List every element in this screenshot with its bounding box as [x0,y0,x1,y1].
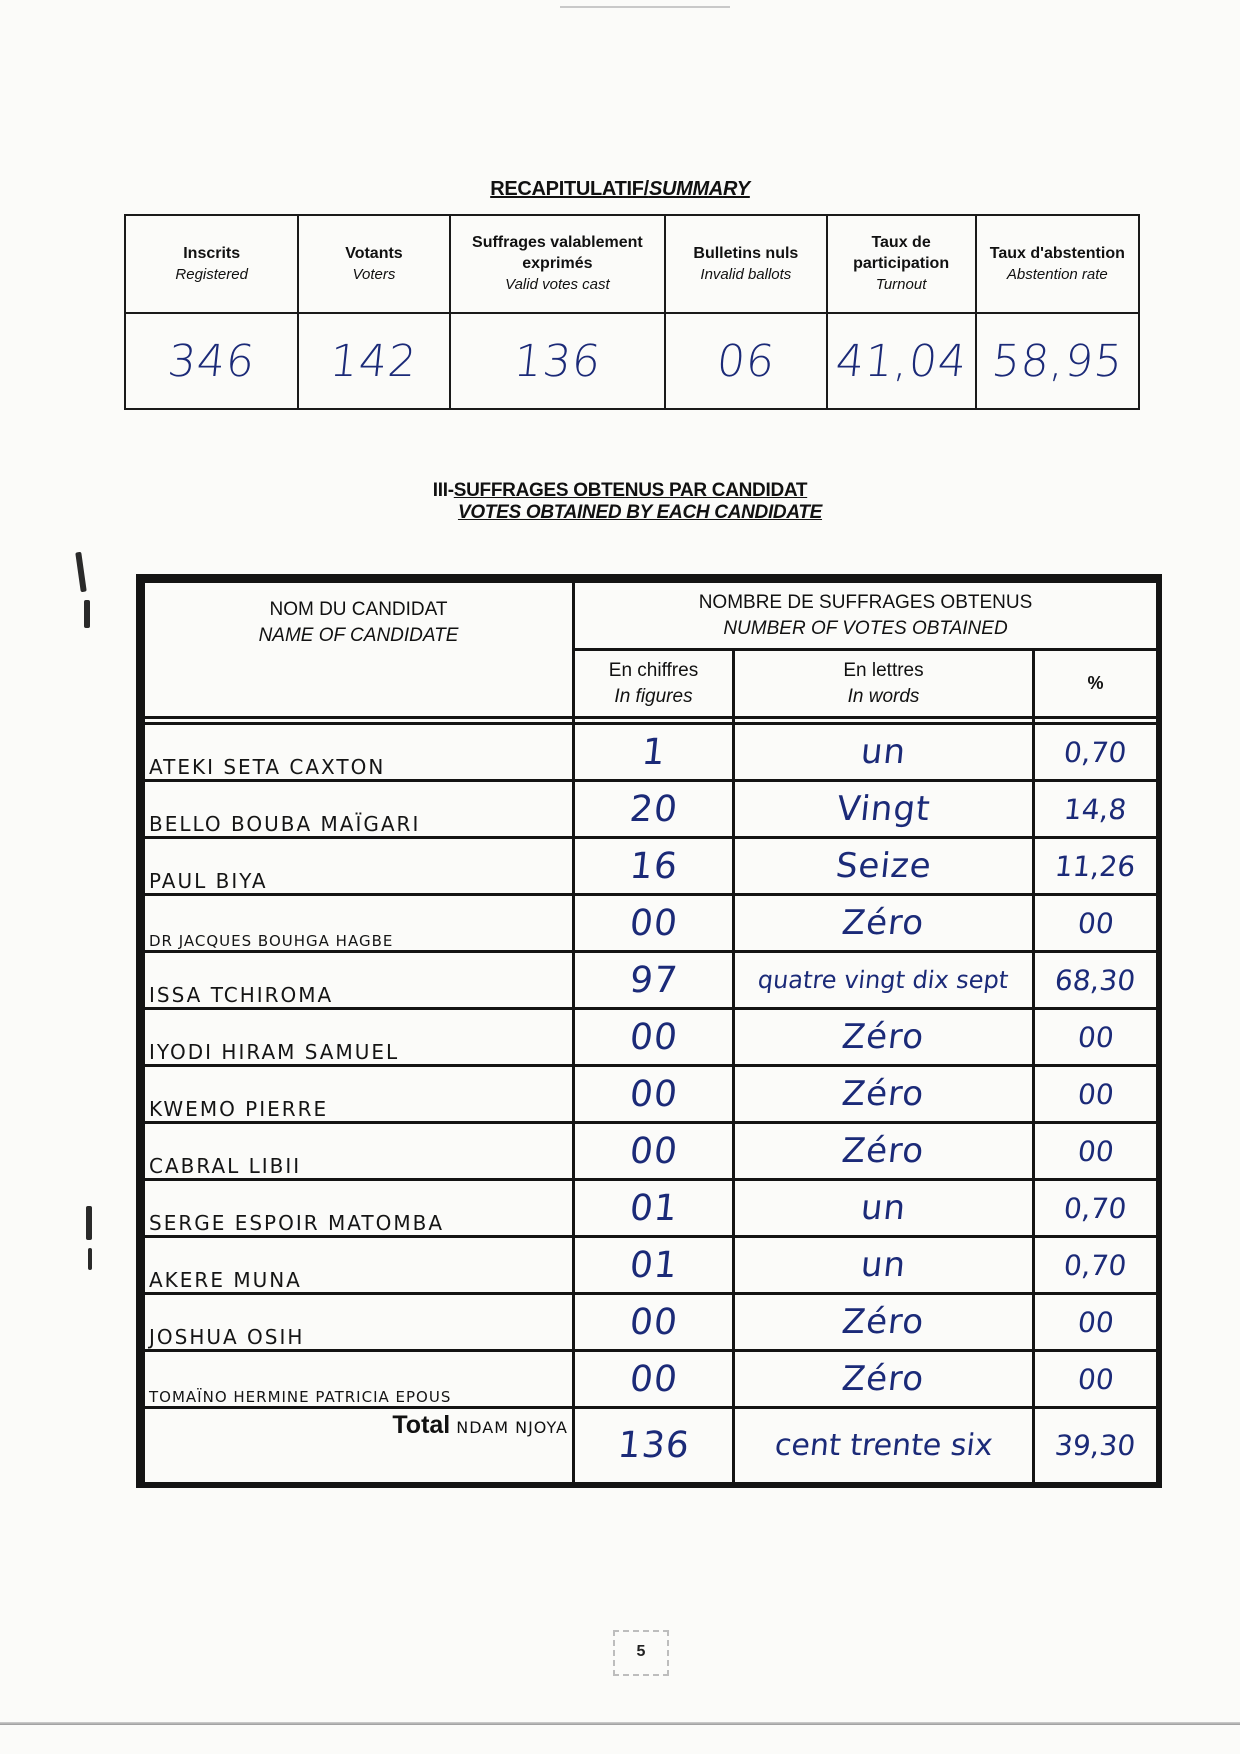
header-percent: % [1034,650,1158,718]
summary-title [0,178,1240,201]
summary-header-turnout: Taux de participation Turnout [827,215,976,313]
votes-percent: 68,30 [1034,952,1158,1009]
table-row [144,1294,1158,1351]
table-row [144,952,1158,1009]
votes-percent: 14,8 [1034,781,1158,838]
header-candidate-name: NOM DU CANDIDAT NAME OF CANDIDATE [144,582,574,718]
votes-percent: 00 [1034,1123,1158,1180]
total-percent: 39,30 [1034,1408,1158,1484]
summary-header-invalid-ballots: Bulletins nuls Invalid ballots [665,215,826,313]
summary-header-registered: Inscrits Registered [125,215,298,313]
votes-figures: 16 [574,838,734,895]
candidates-table [142,580,1159,1485]
total-label-cell [144,1408,574,1484]
table-row [144,1066,1158,1123]
summary-header-valid-votes: Suffrages valablement exprimés Valid votes cast [450,215,666,313]
summary-header-row [125,215,1139,313]
candidate-name: DR JACQUES BOUHGA HAGBE [144,895,574,952]
section-title-fr: SUFFRAGES OBTENUS PAR CANDIDAT [453,480,808,501]
votes-figures: 00 [574,1294,734,1351]
summary-title-fr: RECAPITULATIF/ [490,178,649,200]
votes-figures: 00 [574,895,734,952]
table-row [144,1123,1158,1180]
table-row [144,724,1158,781]
votes-percent: 0,70 [1034,724,1158,781]
candidate-name: ATEKI SETA CAXTON [144,724,574,781]
candidate-name: BELLO BOUBA MAÏGARI [144,781,574,838]
votes-figures: 1 [574,724,734,781]
section-title-en: VOTES OBTAINED BY EACH CANDIDATE [457,502,823,523]
votes-percent: 0,70 [1034,1180,1158,1237]
section-prefix: III- [432,480,454,501]
votes-words: Vingt [734,781,1034,838]
summary-invalid-ballots-value: 06 [665,313,826,409]
summary-header-voters: Votants Voters [298,215,449,313]
summary-registered-value: 346 [125,313,298,409]
table-row [144,781,1158,838]
total-row [144,1408,1158,1484]
summary-title-en: SUMMARY [648,178,750,200]
votes-figures: 00 [574,1123,734,1180]
votes-figures: 00 [574,1066,734,1123]
candidate-name: JOSHUA OSIH [144,1294,574,1351]
votes-words: Seize [734,838,1034,895]
total-label: Total [392,1411,451,1439]
candidate-name: SERGE ESPOIR MATOMBA [144,1180,574,1237]
votes-figures: 00 [574,1351,734,1408]
table-row [144,1009,1158,1066]
table-row [144,1180,1158,1237]
candidate-name: AKERE MUNA [144,1237,574,1294]
votes-percent: 00 [1034,895,1158,952]
votes-words: Zéro [734,1066,1034,1123]
votes-figures: 20 [574,781,734,838]
name-continuation: NDAM NJOYA [456,1418,568,1437]
header-votes-obtained: NOMBRE DE SUFFRAGES OBTENUS NUMBER OF VOTES OBTAINED [574,582,1158,650]
header-in-figures: En chiffres In figures [574,650,734,718]
votes-words: Zéro [734,1351,1034,1408]
votes-words: Zéro [734,895,1034,952]
votes-words: quatre vingt dix sept [734,952,1034,1009]
candidate-name: IYODI HIRAM SAMUEL [144,1009,574,1066]
votes-words: Zéro [734,1123,1034,1180]
binding-mark [88,1248,92,1270]
votes-percent: 11,26 [1034,838,1158,895]
votes-percent: 00 [1034,1066,1158,1123]
binding-mark [84,600,90,628]
summary-voters-value: 142 [298,313,449,409]
candidates-table-frame [136,574,1162,1488]
votes-words: Zéro [734,1009,1034,1066]
votes-words: un [734,1180,1034,1237]
votes-percent: 00 [1034,1009,1158,1066]
votes-words: Zéro [734,1294,1034,1351]
votes-percent: 00 [1034,1351,1158,1408]
votes-figures: 01 [574,1237,734,1294]
candidate-name: KWEMO PIERRE [144,1066,574,1123]
summary-header-abstention: Taux d'abstention Abstention rate [976,215,1139,313]
summary-table [124,214,1140,410]
total-figures: 136 [574,1408,734,1484]
votes-percent: 0,70 [1034,1237,1158,1294]
table-row [144,1351,1158,1408]
candidate-name: ISSA TCHIROMA [144,952,574,1009]
header-in-words: En lettres In words [734,650,1034,718]
summary-abstention-value: 58,95 [976,313,1139,409]
summary-turnout-value: 41,04 [827,313,976,409]
section-title [0,480,1240,524]
candidate-name: CABRAL LIBII [144,1123,574,1180]
binding-mark [86,1206,92,1240]
table-row [144,895,1158,952]
votes-figures: 01 [574,1180,734,1237]
candidates-header-row [144,582,1158,650]
votes-words: un [734,724,1034,781]
candidate-name: PAUL BIYA [144,838,574,895]
scan-bottom-edge [0,1722,1240,1725]
summary-values-row [125,313,1139,409]
table-row [144,1237,1158,1294]
votes-percent: 00 [1034,1294,1158,1351]
binding-mark [75,552,87,592]
total-words: cent trente six [734,1408,1034,1484]
table-row [144,838,1158,895]
votes-figures: 97 [574,952,734,1009]
summary-valid-votes-value: 136 [450,313,666,409]
candidate-name: TOMAÏNO HERMINE PATRICIA EPOUS [144,1351,574,1408]
votes-figures: 00 [574,1009,734,1066]
votes-words: un [734,1237,1034,1294]
scan-edge-line [560,6,730,8]
page-number: 5 [613,1630,669,1676]
